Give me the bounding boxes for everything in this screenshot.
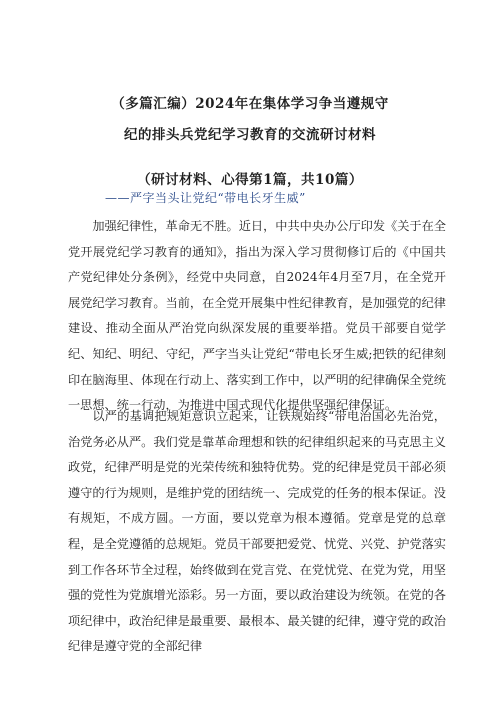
document-title-line-1: （多篇汇编）2024年在集体学习争当遵规守 — [111, 96, 389, 112]
document-title-line-3: （研讨材料、心得第1篇，共10篇） — [137, 172, 363, 188]
document-title-line-2: 纪的排头兵党纪学习教育的交流研讨材料 — [124, 127, 376, 143]
document-subtitle: ——严字当头让党纪“带电长牙生威” — [105, 191, 306, 205]
body-paragraph-1: 加强纪律性，革命无不胜。近日，中共中央办公厅印发《关于在全党开展党纪学习教育的通知》，指出为深入学习贯彻修订后的《中国共产党纪律处分条例》，经党中央同意，自2024年4月至7月，在全党开展党纪学习教育。当前，在全党开展集中性纪律教育，是加强党的纪律建设、推动全面从严治党向纵深发展的重要举措。党员干部要自觉学纪、知纪、明纪、守纪，严字当头让党纪“带电长牙生威;把铁的纪律刻印在脑海里、体现在行动上、落实到工作中，以严明的纪律确保全党统一思想、统一行动，为推进中国式现代化提供坚强纪律保证。 — [68, 219, 446, 413]
body-paragraph-2: 以严的基调把规矩意识立起来，让铁规始终“带电治国必先治党，治党务必从严。我们党是靠革命理想和铁的纪律组织起来的马克思主义政党，纪律严明是党的光荣传统和独特优势。党的纪律是党员干部必须遵守的行为规则，是维护党的团结统一、完成党的任务的根本保证。没有规矩，不成方圆。一方面，要以党章为根本遵循。党章是党的总章程，是全党遵循的总规矩。党员干部要把爱党、忧党、兴党、护党落实到工作各环节全过程，始终做到在党言党、在党忧党、在党为党，用坚强的党性为党旗增光添彩。另一方面，要以政治建设为统领。在党的各项纪律中，政治纪律是最重要、最根本、最关键的纪律，遵守党的政治纪律是遵守党的全部纪律 — [68, 409, 446, 654]
